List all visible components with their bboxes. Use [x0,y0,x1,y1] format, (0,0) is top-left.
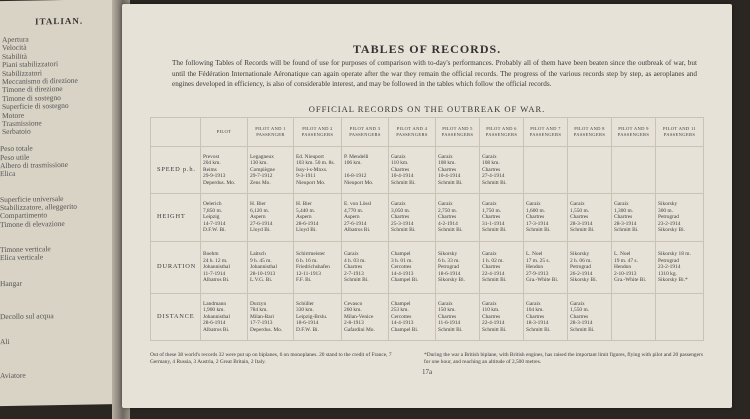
record-cell: Garaix 104 km. Chartres 18-3-1914 Schmitt Bi. [524,294,568,341]
record-cell: Prevost 204 km. Reims 29-9-1913 Deperdus. Mo. [201,147,248,194]
left-page-line: Ali [0,337,10,347]
left-page [0,0,128,406]
record-cell: Boehm 24 h. 12 m. Johannisthal 11-7-1914 Albatros Bi. [201,242,248,294]
column-header [151,118,201,147]
record-cell: Landmann 1,900 km. Johannisthal 28-6-1914 Albatros Bi. [201,294,248,341]
left-page-line: Stabilità [2,51,27,61]
record-cell: Legagneux 130 km. Compiègne 29-7-1912 Zens Mo. [248,147,294,194]
record-cell [656,294,704,341]
column-header: PILOT AND 7 PASSENGERS [524,118,568,147]
records-table [150,117,704,341]
record-cell: Garaix 1,600 m. Chartres 17-3-1914 Schmitt Bi. [524,194,568,242]
record-cell: Durzyn 784 km. Milan-Bari 17-7-1913 Deperdus. Mo. [248,294,294,341]
row-label: SPEED p.h. [151,147,201,194]
record-cell: Schüller 330 km. Leipzig-Brslu. 18-6-1914 D.F.W. Bi. [294,294,342,341]
record-cell: Garaix 2,750 m. Chartres 4-2-1914 Schmitt Bi. [436,194,480,242]
record-cell: Champel 253 km. Cercottes 14-4-1913 Champel Bi. [389,294,436,341]
record-cell: Ed. Nieuport 103 km. 50 m. 8s. Issy-l-s-Mnxs. 9-3-1911 Nieuport Mo. [294,147,342,194]
page-number: 17a [421,368,433,376]
left-page-line: Timone di direzione [2,84,63,95]
left-page-line: Apertura [2,34,29,45]
column-header: PILOT AND 11 PASSENGERS [656,118,704,147]
record-cell [524,147,568,194]
left-page-line: Meccanismo di direzione [2,75,78,87]
record-cell: Sikorsky 300 m. Petrograd 23-2-1914 Sikorsky Bi. [656,194,704,242]
record-cell: Schirrmeister 6 h. 16 m. Friedrichshafen 12-11-1913 F.F. Bi. [294,242,342,294]
record-cell: L. Noel 19 m. 47 s. Hendon 2-10-1913 Gra.-White Bi. [612,242,656,294]
record-cell: Garaix 3,050 m. Chartres 25-3-1914 Schmitt Bi. [389,194,436,242]
record-cell: P. Mendelli 106 km. 16-8-1912 Nieuport Mo. [342,147,389,194]
record-cell: Garaix 4 h. 03 m. Chartres 2-7-1913 Schmitt Bi. [342,242,389,294]
column-header: PILOT AND 2 PASSENGERS [294,118,342,147]
left-page-line: Elica [0,169,16,179]
record-cell: Laitsch 9 h. 45 m. Johannisthal 28-10-1913 L.V.G. Bi. [248,242,294,294]
row-label: HEIGHT [151,194,201,242]
table-row [151,294,704,341]
record-cell: Garaix 1,550 m. Chartres 28-3-1914 Schmitt Bi. [568,194,612,242]
column-header: PILOT AND 6 PASSENGERS [480,118,524,147]
record-cell [612,294,656,341]
record-cell: Garaix 1 h. 02 m. Chartres 22-4-1914 Schmitt Bi. [480,242,524,294]
row-label: DISTANCE [151,294,201,341]
record-cell: Garaix 108 km. Chartres 27-4-1914 Schmitt Bi. [480,147,524,194]
left-page-line: Peso totale [0,143,33,154]
column-header: PILOT AND 3 PASSENGERS [342,118,389,147]
page-title: TABLES OF RECORDS. [352,42,502,56]
left-page-line: Aviatore [0,370,26,381]
record-cell: Garaix 1,300 m. Chartres 28-3-1914 Schmitt Bi. [612,194,656,242]
footnote-summary: Out of these 38 world's records 32 were put up on biplanes, 6 on monoplanes. 20 stand to the credit of France, 7 Germany, 4 Russia, 3 Austria, 2 Great Britain, 2 Italy. [150,352,392,365]
row-label: DURATION [151,242,201,294]
left-page-line: Superficie di sostegno [2,101,69,112]
record-cell: E. von Lössl 4,770 m. Aspern 27-6-1914 Albatros Bi. [342,194,389,242]
record-cell: Oelerich 7,850 m. Leipzig 14-7-1914 D.F.W. Bi. [201,194,248,242]
column-header: PILOT AND 1 PASSENGER [248,118,294,147]
left-page-line: Trasmissione [2,118,42,129]
left-page-line: Albero di trasmissione [0,159,68,171]
record-cell: Champel 3 h. 01 m. Cercottes 14-4-1913 Champel Bi. [389,242,436,294]
record-cell: Cevasco 260 km. Milan-Venice 2-8-1913 Gafardini Mo. [342,294,389,341]
column-header: PILOT AND 9 PASSENGERS [612,118,656,147]
record-cell: Sikorsky 2 h. 06 m. Petrograd 26-2-1914 Sikorsky Bi. [568,242,612,294]
book-page [122,4,732,408]
intro-paragraph: The following Tables of Records will be found of use for purposes of comparison with to-day's performances. Probably all of them have been beaten since the outbreak of war, but until the Fédération Internationale Aéronatique can again operate after the war they remain the official records. The progress of the various records step by step, as aeroplanes and engines developed in efficiency, is also of considerable interest, and may be followed in the tables which follow the official records. [172,59,697,88]
left-page-line: Compartimento [0,210,48,221]
left-page-line: Timone verticale [0,244,51,255]
left-page-line: Velocità [2,43,27,53]
record-cell: Garaix 1,550 m. Chartres 28-3-1914 Schmitt Bi. [568,294,612,341]
left-page-line: Hangar [0,278,23,288]
table-row [151,242,704,294]
left-page-line: Timone di elevazione [0,218,65,229]
left-page-line: Piani stabilizzatori [2,59,59,70]
table-row [151,194,704,242]
left-page-line: Stabilizzatore, alleggerito [0,201,78,213]
record-cell: H. Bier 6,120 m. Aspern 27-6-1914 Lloyd Bi. [248,194,294,242]
left-page-line: Timone di sostegno [2,92,61,103]
column-header: PILOT [201,118,248,147]
footnote-war-record: *During the war a British biplane, with British engines, has raised the important limit figures, flying with pilot and 20 passengers for one hour, and reaching an altitude of 2,500 metres. [424,352,703,365]
table-row [151,147,704,194]
left-page-line: Decollo sul acqua [0,311,54,322]
left-page-line: Elica verticale [0,252,44,263]
record-cell [568,147,612,194]
column-header: PILOT AND 4 PASSENGERS [389,118,436,147]
record-cell: Garaix 110 km. Chartres 10-4-1914 Schmitt Bi. [389,147,436,194]
record-cell: Garaix 150 km. Chartres 11-6-1914 Schmitt Bi. [436,294,480,341]
table-subtitle: OFFICIAL RECORDS ON THE OUTBREAK OF WAR. [308,104,546,114]
record-cell [612,147,656,194]
left-page-title: ITALIAN. [35,15,84,27]
record-cell: L. Noel 17 m. 25 s. Hendon 27-9-1913 Gra.-White Bi. [524,242,568,294]
column-header: PILOT AND 5 PASSENGERS [436,118,480,147]
record-cell: Garaix 110 km. Chartres 22-4-1914 Schmitt Bi. [480,294,524,341]
left-page-line: Stabilizzatori [2,67,42,78]
left-page-line: Superficie universale [0,193,64,204]
table-header-row [151,118,704,147]
left-page-line: Peso utile [0,152,30,162]
record-cell: Garaix 108 km. Chartres 10-4-1914 Schmitt Bi. [436,147,480,194]
record-cell [656,147,704,194]
record-cell: Sikorsky 6 h. 33 m. Petrograd 18-6-1914 Sikorsky Bi. [436,242,480,294]
column-header: PILOT AND 8 PASSENGERS [568,118,612,147]
record-cell: H. Bier 5,440 m. Aspern 28-6-1914 Lloyd Bi. [294,194,342,242]
left-page-line: Motore [2,110,25,120]
record-cell: Garaix 1,750 m. Chartres 31-1-1914 Schmitt Bi. [480,194,524,242]
left-page-line: Serbatoio [2,126,31,137]
record-cell: Sikorsky 18 m. Petrograd 23-2-1914 1310 kg. Sikorsky Bi.* [656,242,704,294]
